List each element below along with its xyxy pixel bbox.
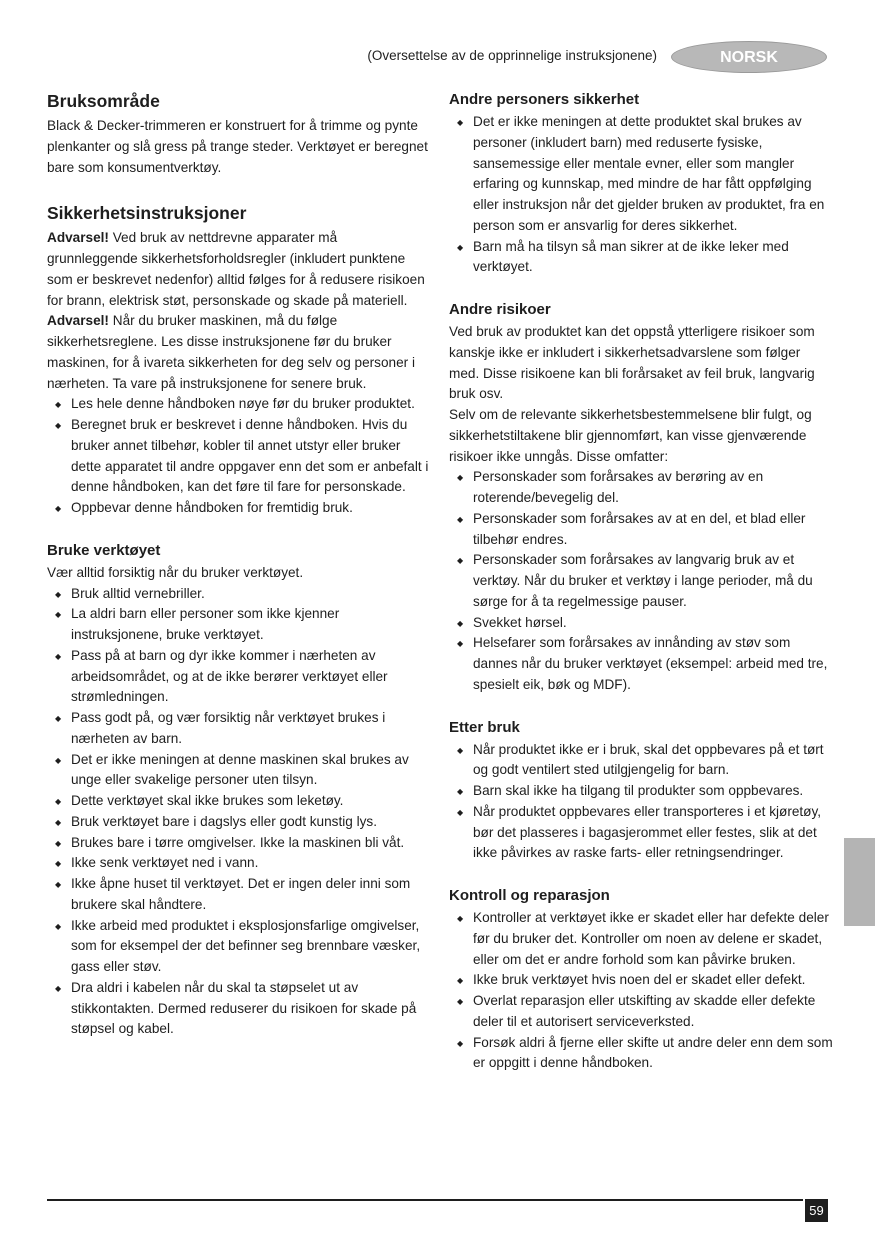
list-item: ◆ Oppbevar denne håndboken for fremtidig bruk. xyxy=(71,498,429,519)
warning-text: Ved bruk av nettdrevne apparater må grunnleggende sikkerhetsforholdsregler (inkludert punktene som er beskrevet nedenfor) alltid følges for å redusere risikoen for brann, elektrisk støt, personskade og skade på materiell. xyxy=(47,230,425,308)
translation-note: (Oversettelse av de opprinnelige instruksjonene) xyxy=(367,48,657,63)
list-item: ◆ Ikke åpne huset til verktøyet. Det er ingen deler inni som brukere skal håndtere. xyxy=(71,874,429,916)
list-item: ◆ Når produktet oppbevares eller transporteres i et kjøretøy, bør det plasseres i bagasjerommet eller festes, slik at det ikke påvirkes av raske farts- eller retningsendringer. xyxy=(473,802,833,864)
list-item: ◆ Kontroller at verktøyet ikke er skadet eller har defekte deler før du bruker det. Kontroller om noen av delene er skadet, eller om det er andre forhold som kan påvirke bruken. xyxy=(473,908,833,970)
tool-use-heading: Bruke verktøyet xyxy=(47,541,161,559)
warning-label: Advarsel! xyxy=(47,230,109,246)
warning-label: Advarsel! xyxy=(47,313,109,329)
after-use-list xyxy=(449,740,833,865)
list-item: ◆ Barn skal ikke ha tilgang til produkter som oppbevares. xyxy=(473,781,833,802)
other-risks-list xyxy=(449,467,833,695)
list-item: ◆ Personskader som forårsakes av berøring av en roterende/bevegelig del. xyxy=(473,467,833,509)
list-item: ◆ Dette verktøyet skal ikke brukes som leketøy. xyxy=(71,791,429,812)
tool-use-list xyxy=(47,584,429,1041)
list-item: ◆ Overlat reparasjon eller utskifting av skadde eller defekte deler til et autorisert serviceverksted. xyxy=(473,991,833,1033)
list-item: ◆ Bruk alltid vernebriller. xyxy=(71,584,429,605)
others-safety-heading: Andre personers sikkerhet xyxy=(449,91,640,108)
safety-heading: Sikkerhetsinstruksjoner xyxy=(47,203,247,224)
list-item: ◆ Ikke arbeid med produktet i eksplosjonsfarlige omgivelser, som for eksempel der det befinner seg brennbare væsker, gass eller støv. xyxy=(71,916,429,978)
after-use-heading: Etter bruk xyxy=(449,718,520,736)
list-item: ◆ La aldri barn eller personer som ikke kjenner instruksjonene, bruke verktøyet. xyxy=(71,604,429,646)
side-tab-marker xyxy=(844,838,875,926)
left-column xyxy=(47,88,429,1040)
other-risks-text-2: Selv om de relevante sikkerhetsbestemmelsene blir fulgt, og sikkerhetstiltakene blir gjennomført, kan visse gjenværende risikoer ikke unngås. Disse omfatter: xyxy=(449,407,812,464)
list-item: ◆ Pass på at barn og dyr ikke kommer i nærheten av arbeidsområdet, og at de ikke berører verktøyet eller strømledningen. xyxy=(71,646,429,708)
inspection-list xyxy=(449,908,833,1074)
tool-use-intro: Vær alltid forsiktig når du bruker verktøyet. xyxy=(47,564,304,580)
list-item: ◆ Dra aldri i kabelen når du skal ta støpselet ut av stikkontakten. Dermed reduserer du risikoen for skade på støpsel og kabel. xyxy=(71,978,429,1040)
warning-paragraph-1 xyxy=(47,228,429,311)
footer-rule xyxy=(47,1199,803,1201)
list-item: ◆ Forsøk aldri å fjerne eller skifte ut andre deler enn dem som er oppgitt i denne håndboken. xyxy=(473,1033,833,1075)
usage-heading: Bruksområde xyxy=(47,91,160,111)
list-item: ◆ Det er ikke meningen at denne maskinen skal brukes av unge eller svakelige personer uten tilsyn. xyxy=(71,750,429,792)
other-risks-heading: Andre risikoer xyxy=(449,301,551,318)
language-badge: NORSK xyxy=(671,41,827,73)
list-item: ◆ Personskader som forårsakes av at en del, et blad eller tilbehør endres. xyxy=(473,509,833,551)
page-number: 59 xyxy=(805,1199,828,1222)
list-item: ◆ Les hele denne håndboken nøye før du bruker produktet. xyxy=(71,394,429,415)
list-item: ◆ Barn må ha tilsyn så man sikrer at de ikke leker med verktøyet. xyxy=(473,237,833,279)
list-item: ◆ Personskader som forårsakes av langvarig bruk av et verktøy. Når du bruker et verktøy i lange perioder, må du sørge for å ta regelmessige pauser. xyxy=(473,550,833,612)
warning-paragraph-2 xyxy=(47,311,429,394)
list-item: ◆ Beregnet bruk er beskrevet i denne håndboken. Hvis du bruker annet tilbehør, kobler til annet utstyr eller bruker dette apparatet til andre oppgaver enn det som er anbefalt i denne håndboken, kan det føre til fare for personskade. xyxy=(71,415,429,498)
inspection-heading: Kontroll og reparasjon xyxy=(449,887,610,904)
other-risks-text-1: Ved bruk av produktet kan det oppstå ytterligere risikoer som kanskje ikke er inkludert i sikkerhetsadvarslene som følger med. Disse risikoene kan bli forårsaket av feil bruk, langvarig bruk osv. xyxy=(449,324,815,402)
list-item: ◆ Ikke bruk verktøyet hvis noen del er skadet eller defekt. xyxy=(473,970,833,991)
list-item: ◆ Det er ikke meningen at dette produktet skal brukes av personer (inkludert barn) med reduserte fysiske, sansemessige eller mentale evner, eller som mangler erfaring og kunnskap, med mindre de har fått oppfølging eller instruksjon når det gjelder bruken av produktet, fra en person som er ansvarlig for deres sikkerhet. xyxy=(473,112,833,237)
warning-text: Når du bruker maskinen, må du følge sikkerhetsreglene. Les disse instruksjonene før du bruker maskinen, for å ivareta sikkerheten for deg selv og personer i nærheten. Ta vare på instruksjonene for senere bruk. xyxy=(47,313,415,391)
list-item: ◆ Pass godt på, og vær forsiktig når verktøyet brukes i nærheten av barn. xyxy=(71,708,429,750)
list-item: ◆ Bruk verktøyet bare i dagslys eller godt kunstig lys. xyxy=(71,812,429,833)
list-item: ◆ Brukes bare i tørre omgivelser. Ikke la maskinen bli våt. xyxy=(71,833,429,854)
right-column xyxy=(449,88,833,1074)
others-safety-list xyxy=(449,112,833,278)
list-item: ◆ Ikke senk verktøyet ned i vann. xyxy=(71,853,429,874)
list-item: ◆ Når produktet ikke er i bruk, skal det oppbevares på et tørt og godt ventilert sted utilgjengelig for barn. xyxy=(473,740,833,782)
usage-text: Black & Decker-trimmeren er konstruert for å trimme og pynte plenkanter og slå gress på trange steder. Verktøyet er beregnet bare som konsumentverktøy. xyxy=(47,118,428,175)
list-item: ◆ Helsefarer som forårsakes av innånding av støv som dannes når du bruker verktøyet (eksempel: arbeid med tre, spesielt eik, bøk og MDF). xyxy=(473,633,833,695)
list-item: ◆ Svekket hørsel. xyxy=(473,613,833,634)
safety-list xyxy=(47,394,429,519)
